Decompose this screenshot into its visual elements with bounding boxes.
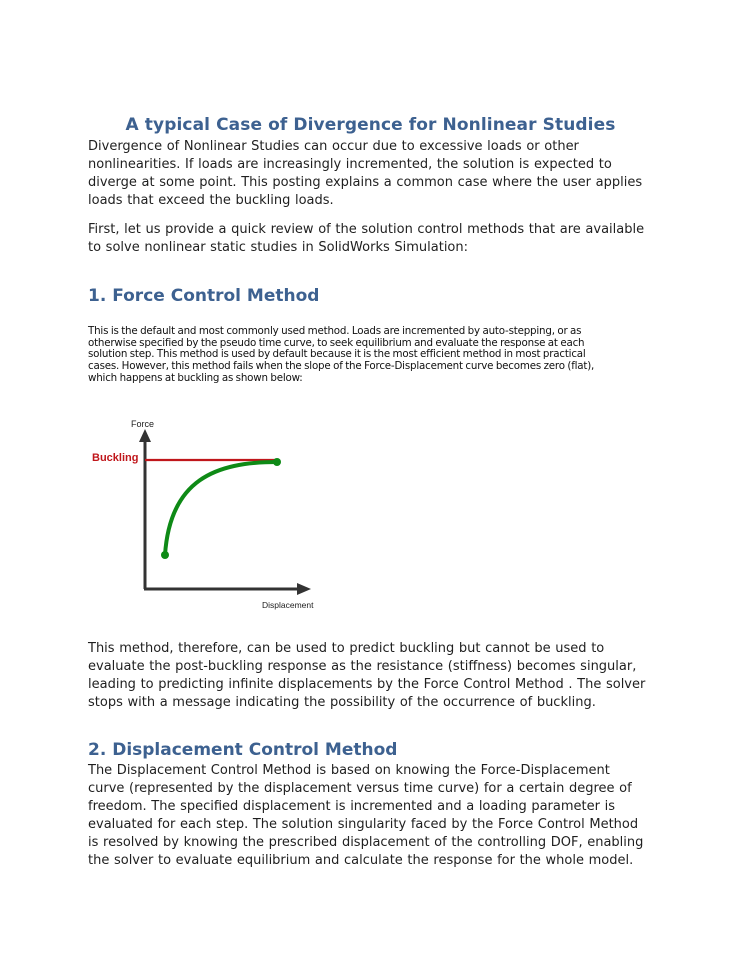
- body-line: freedom. The specified displacement is incremented and a loading parameter is: [88, 799, 615, 814]
- section1-followup: [88, 640, 663, 712]
- x-axis-label: Displacement: [262, 600, 314, 610]
- followup-line: stops with a message indicating the possibility of the occurrence of buckling.: [88, 695, 596, 710]
- intro-line: Divergence of Nonlinear Studies can occur due to excessive loads or other: [88, 139, 579, 154]
- buckling-label: Buckling: [92, 452, 139, 464]
- body-line: curve (represented by the displacement versus time curve) for a certain degree of: [88, 781, 632, 796]
- review-line: to solve nonlinear static studies in SolidWorks Simulation:: [88, 240, 468, 255]
- section1-heading: 1. Force Control Method: [88, 286, 320, 306]
- page-title: A typical Case of Divergence for Nonlinear Studies: [125, 115, 616, 135]
- followup-line: evaluate the post-buckling response as the resistance (stiffness) becomes singular,: [88, 659, 637, 674]
- curve-start-point: [161, 551, 169, 559]
- x-axis-arrow-icon: [297, 583, 311, 595]
- body-line: is resolved by knowing the prescribed displacement of the controlling DOF, enabling: [88, 835, 644, 850]
- curve-end-point: [273, 458, 281, 466]
- y-axis-label: Force: [131, 419, 155, 429]
- section2-body: [88, 762, 663, 870]
- intro-line: loads that exceed the buckling loads.: [88, 193, 334, 208]
- body-line: evaluated for each step. The solution singularity faced by the Force Control Method: [88, 817, 639, 832]
- description-line: otherwise specified by the pseudo time curve, to seek equilibrium and evaluate the response at each: [88, 336, 585, 349]
- force-displacement-curve: [165, 462, 277, 555]
- intro-line: diverge at some point. This posting explains a common case where the user applies: [88, 175, 643, 190]
- body-line: the solver to evaluate equilibrium and calculate the response for the whole model.: [88, 853, 634, 868]
- y-axis-arrow-icon: [139, 429, 151, 442]
- description-line: which happens at buckling as shown below:: [88, 371, 303, 384]
- description-line: cases. However, this method fails when the slope of the Force-Displacement curve becomes zero (flat),: [88, 360, 595, 373]
- followup-line: leading to predicting infinite displacements by the Force Control Method . The solver: [88, 677, 646, 692]
- description-line: This is the default and most commonly used method. Loads are incremented by auto-stepping, or as: [88, 325, 582, 337]
- intro-line: nonlinearities. If loads are increasingly incremented, the solution is expected to: [88, 157, 612, 172]
- body-line: The Displacement Control Method is based on knowing the Force-Displacement: [88, 763, 610, 778]
- description-line: solution step. This method is used by default because it is the most efficient method in most practical: [88, 348, 586, 361]
- section2-heading: 2. Displacement Control Method: [88, 740, 398, 760]
- followup-line: This method, therefore, can be used to predict buckling but cannot be used to: [88, 641, 605, 656]
- review-line: First, let us provide a quick review of the solution control methods that are available: [88, 222, 645, 237]
